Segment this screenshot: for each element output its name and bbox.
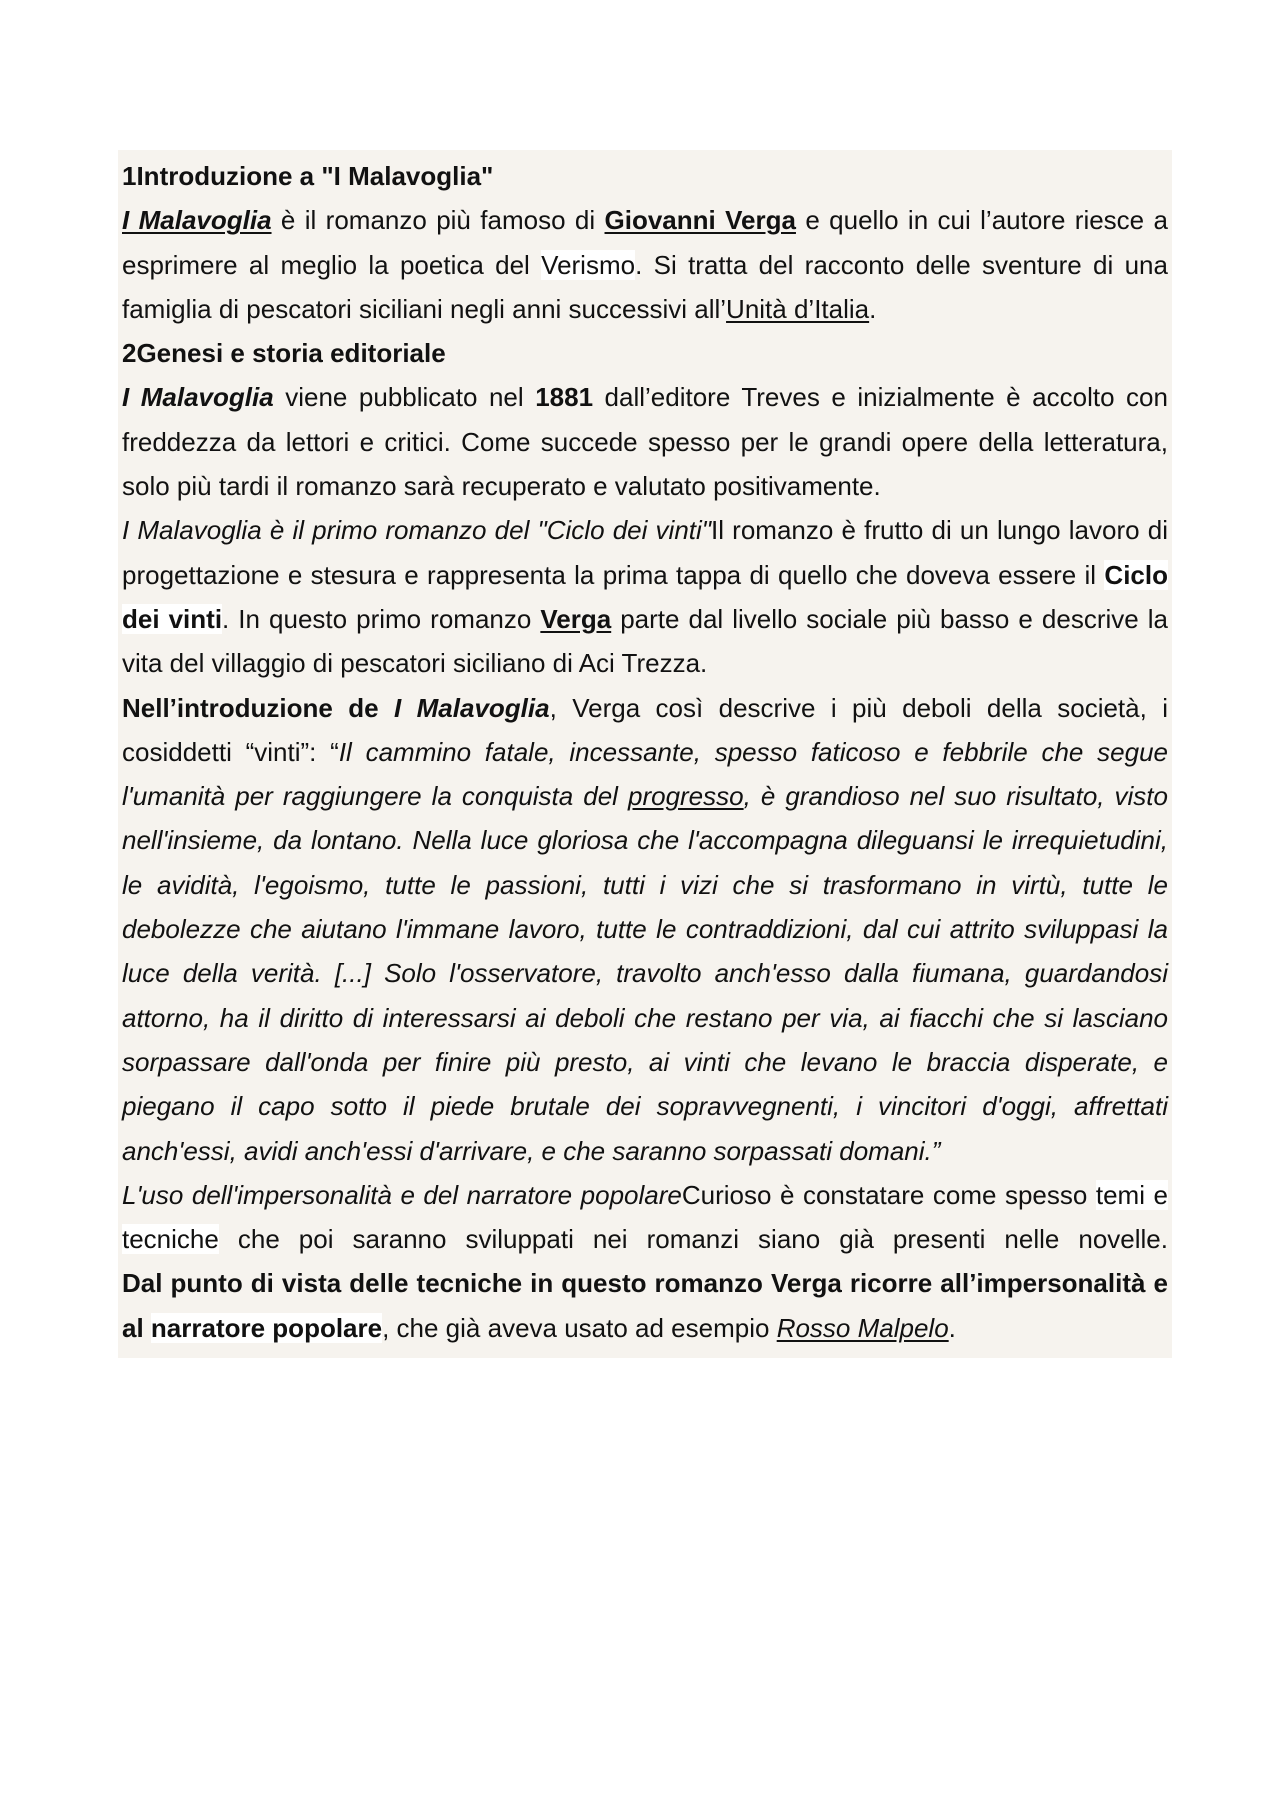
narratore-popolare-term: narratore popolare [150,1312,383,1343]
quote-intro-bold: Nell’introduzione de [122,692,395,723]
rosso-malpelo-link[interactable]: Rosso Malpelo [776,1312,949,1343]
novel-title: I Malavoglia [122,382,274,413]
verismo-term: Verismo [541,249,636,280]
progresso-link[interactable]: progresso [627,781,744,812]
publication-year: 1881 [535,382,594,413]
technique-subheading: L'uso dell'impersonalità e del narratore popolare [122,1179,682,1210]
author-link[interactable]: Giovanni Verga [604,205,796,236]
ciclo-dei-vinti-term: Ciclo dei vinti [122,559,1168,634]
section-heading-genesis: 2Genesi e storia editoriale [122,338,446,369]
intro-paragraph: I Malavoglia è il romanzo più famoso di Giovanni Verga e quello in cui l’autore riesce a esprimere al meglio la poetica del Verismo. Si tratta del racconto delle sventure di una famiglia di pescatori siciliani negli anni successivi all’Unità d’Italia. [122,205,1168,324]
impersonality-paragraph: Dal punto di vista delle tecniche in questo romanzo Verga ricorre all’impersonalità e al narratore popolare, che già aveva usato ad esempio Rosso Malpelo. [122,1268,1168,1343]
document-page [118,150,1172,1358]
quote-text-continued: , è grandioso nel suo risultato, visto nell'insieme, da lontano. Nella luce gloriosa che l'accompagna dileguansi le irrequietudini, le avidità, l'egoismo, tutte le passioni, tutti i vizi che si trasformano in virtù, tutte le debolezze che aiutano l'immane lavoro, tutte le contraddizioni, dal cui attrito sviluppasi la luce della verità. [...] Solo l'osservatore, travolto anch'esso dalla fiumana, guardandosi attorno, ha il diritto di interessarsi ai deboli che restano per via, ai fiacchi che si lasciano sorpassare dall'onda per finire più presto, ai vinti che levano le braccia disperate, e piegano il capo sotto il piede brutale dei sopravvegnenti, i vincitori d'oggi, affrettati anch'essi, avidi anch'essi d'arrivare, e che saranno sorpassati domani.” [122,781,1168,1166]
temi-tecniche-term: temi e tecniche [122,1179,1168,1255]
quote-paragraph: Nell’introduzione de I Malavoglia, Verga così descrive i più deboli della società, i cosiddetti “vinti”: “Il cammino fatale, incessante, spesso faticoso e febbrile che segue l'umanità per raggiungere la conquista del progresso, è grandioso nel suo risultato, visto nell'insieme, da lontano. Nella luce gloriosa che l'accompagna dileguansi le irrequietudini, le avidità, l'egoismo, tutte le passioni, tutti i vizi che si trasformano in virtù, tutte le debolezze che aiutano l'immane lavoro, tutte le contraddizioni, dal cui attrito sviluppasi la luce della verità. [...] Solo l'osservatore, travolto anch'esso dalla fiumana, guardandosi attorno, ha il diritto di interessarsi ai deboli che restano per via, ai fiacchi che si lasciano sorpassare dall'onda per finire più presto, ai vinti che levano le braccia disperate, e piegano il capo sotto il piede brutale dei sopravvegnenti, i vincitori d'oggi, affrettati anch'essi, avidi anch'essi d'arrivare, e che saranno sorpassati domani.” [122,692,1169,1166]
impersonality-bold: Dal punto di vista delle tecniche in questo romanzo Verga ricorre all’impersonalità [122,1268,1146,1299]
quote-novel-title: I Malavoglia [394,692,550,723]
novel-title-link[interactable]: I Malavoglia [122,205,272,236]
cycle-paragraph: I Malavoglia è il primo romanzo del "Ciclo dei vinti"Il romanzo è frutto di un lungo lavoro di progettazione e stesura e rappresenta la prima tappa di quello che doveva essere il Ciclo dei vinti. In questo primo romanzo Verga parte dal livello sociale più basso e descrive la vita del villaggio di pescatori siciliano di Aci Trezza. [122,515,1168,679]
cycle-subheading: I Malavoglia è il primo romanzo del "Ciclo dei vinti" [122,515,712,546]
genesis-paragraph: I Malavoglia viene pubblicato nel 1881 dall’editore Treves e inizialmente è accolto con freddezza da lettori e critici. Come succede spesso per le grandi opere della letteratura, solo più tardi il romanzo sarà recuperato e valutato positivamente. [122,382,1168,502]
verga-link[interactable]: Verga [540,603,612,634]
technique-paragraph: L'uso dell'impersonalità e del narratore popolareCurioso è constatare come spesso temi e tecniche che poi saranno sviluppati nei romanzi siano già presenti nelle novelle. [122,1179,1168,1255]
section-heading-introduction: 1Introduzione a "I Malavoglia" [122,161,494,191]
quote-text: Il cammino fatale, incessante, spesso faticoso e febbrile che segue l'umanità per raggiungere la conquista del [122,736,1168,812]
unita-italia-link[interactable]: Unità d’Italia [726,293,870,324]
